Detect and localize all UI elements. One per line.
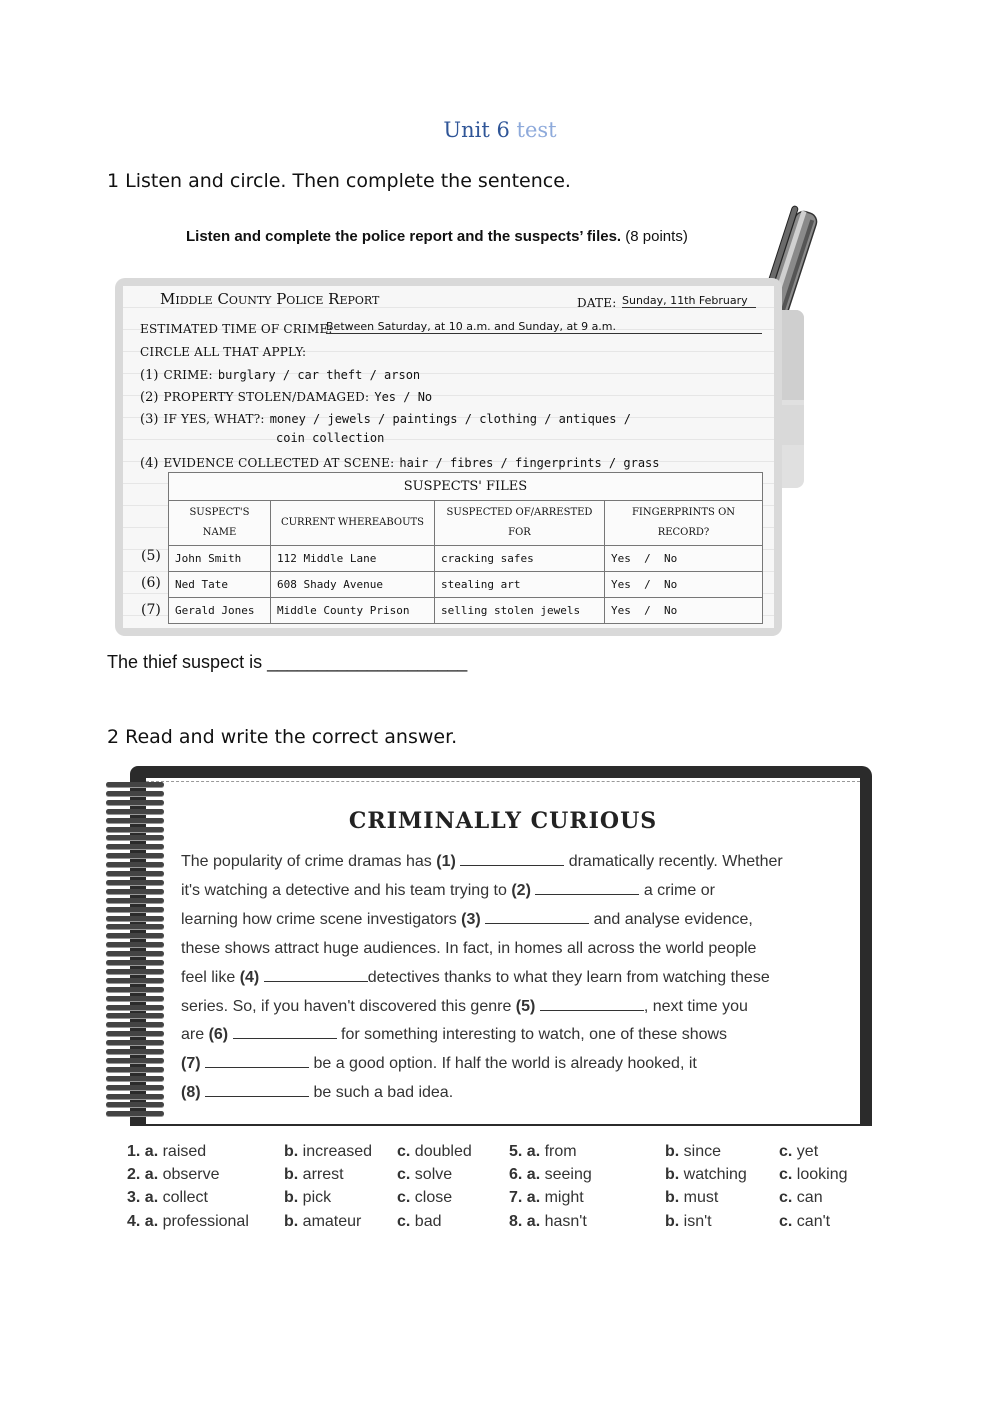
date-label: DATE: xyxy=(577,296,617,310)
spiral-ring xyxy=(106,1102,164,1107)
options-right-b: b. since b. watching b. must b. isn't xyxy=(665,1143,747,1230)
blank-7[interactable] xyxy=(205,1053,309,1068)
suspects-table-header xyxy=(169,501,763,546)
suspects-table xyxy=(168,472,763,624)
spiral-ring xyxy=(106,1076,164,1081)
spiral-ring xyxy=(106,969,164,974)
report-heading: Middle County Police Report xyxy=(160,290,380,308)
spiral-ring xyxy=(106,1031,164,1036)
row-number-5: (5) xyxy=(141,548,161,564)
table-row: Gerald Jones Middle County Prison selling stolen jewels Yes / No xyxy=(169,598,763,624)
report-line-2: (2) PROPERTY STOLEN/DAMAGED: Yes / No xyxy=(140,390,433,405)
spiral-ring xyxy=(106,880,164,885)
header-whereabouts: CURRENT WHEREABOUTS xyxy=(271,501,435,546)
spiral-ring xyxy=(106,933,164,938)
spiral-ring xyxy=(106,960,164,965)
blank-8[interactable] xyxy=(205,1082,309,1097)
report-tabs xyxy=(782,310,804,488)
q1-points: (8 points) xyxy=(625,228,688,245)
blank-1[interactable] xyxy=(460,851,564,866)
option-row-7: 7. a. might xyxy=(509,1189,584,1207)
spiral-ring xyxy=(106,889,164,894)
options-left-c: c. doubled c. solve c. close c. bad xyxy=(397,1143,472,1230)
thief-sentence[interactable]: The thief suspect is ____________________ xyxy=(107,652,468,672)
spiral-ring xyxy=(106,1022,164,1027)
options-left-b: b. increased b. arrest b. pick b. amateur xyxy=(284,1143,373,1230)
spiral-ring xyxy=(106,800,164,805)
spiral-ring xyxy=(106,951,164,956)
spiral-ring xyxy=(106,907,164,912)
spiral-ring xyxy=(106,1058,164,1063)
option-row-6: 6. a. seeing xyxy=(509,1166,592,1184)
header-name: SUSPECT'S NAME xyxy=(169,501,271,546)
spiral-ring xyxy=(106,978,164,983)
spiral-ring xyxy=(106,1005,164,1010)
blank-6[interactable] xyxy=(233,1024,337,1039)
article-text: The popularity of crime dramas has (1) dramatically recently. Whether it's watching a detective and his team trying to (2) a crime or learning how crime scene investigators (3) and analyse evidence, these shows attract huge audiences. In fact, in homes all across the world people feel like (4) detectives thanks to what they learn from watching these series. So, if you haven't discovered this genre (5) , next time you are (6) for something interesting to watch, one of these shows (7) be a good option. If half the world is already hooked, it (8) be such a bad idea. xyxy=(181,853,783,1102)
spiral-ring xyxy=(106,782,164,787)
options-right-c: c. yet c. looking c. can c. can't xyxy=(779,1143,848,1230)
blank-2[interactable] xyxy=(535,880,639,895)
spiral-ring xyxy=(106,996,164,1001)
spiral-ring xyxy=(106,1111,164,1116)
notebook-dashed-line xyxy=(146,781,860,782)
report-line-3: (3) IF YES, WHAT?: money / jewels / paintings / clothing / antiques / xyxy=(140,412,631,427)
spiral-ring xyxy=(106,1049,164,1054)
spiral-ring xyxy=(106,916,164,921)
estimated-time-label: ESTIMATED TIME OF CRIME: xyxy=(140,322,333,336)
spiral-ring xyxy=(106,844,164,849)
spiral-ring xyxy=(106,835,164,840)
spiral-ring xyxy=(106,898,164,903)
report-line-1: (1) CRIME: burglary / car theft / arson xyxy=(140,368,421,383)
page-title xyxy=(0,118,1000,142)
q1-instruction: 1 Listen and circle. Then complete the sentence. xyxy=(107,170,571,192)
spiral-ring xyxy=(106,853,164,858)
table-row: Ned Tate 608 Shady Avenue stealing art Yes / No xyxy=(169,572,763,598)
options-right xyxy=(509,1140,592,1233)
spiral-ring xyxy=(106,924,164,929)
option-row-8: 8. a. hasn't xyxy=(509,1212,587,1230)
q1-sub-bold: Listen and complete the police report and the suspects’ files. xyxy=(186,228,622,245)
spiral-ring xyxy=(106,1094,164,1099)
blank-4[interactable] xyxy=(264,967,368,982)
row-number-7: (7) xyxy=(141,602,161,618)
row-number-6: (6) xyxy=(141,575,161,591)
option-row-4: 4. a. professional xyxy=(127,1212,249,1230)
blank-3[interactable] xyxy=(485,909,589,924)
option-row-3: 3. a. collect xyxy=(127,1189,208,1207)
spiral-ring xyxy=(106,942,164,947)
spiral-ring xyxy=(106,862,164,867)
spiral-ring xyxy=(106,1067,164,1072)
title-unit: Unit 6 xyxy=(443,118,510,142)
header-suspected: SUSPECTED OF/ARRESTED FOR xyxy=(435,501,605,546)
report-line-3-continued: coin collection xyxy=(276,431,385,445)
report-line-4: (4) EVIDENCE COLLECTED AT SCENE: hair / fibres / fingerprints / grass xyxy=(140,456,660,471)
q2-instruction: 2 Read and write the correct answer. xyxy=(107,726,458,748)
suspects-table-title: SUSPECTS' FILES xyxy=(169,473,763,501)
option-row-5: 5. a. from xyxy=(509,1143,577,1160)
spiral-ring xyxy=(106,791,164,796)
article-title: CRIMINALLY CURIOUS xyxy=(348,808,658,834)
option-row-1: 1. a. raised xyxy=(127,1143,207,1160)
options-left xyxy=(127,1140,249,1233)
option-row-2: 2. a. observe xyxy=(127,1166,220,1184)
header-fingerprints: FINGERPRINTS ON RECORD? xyxy=(605,501,763,546)
spiral-ring xyxy=(106,987,164,992)
q1-sub-instruction xyxy=(186,228,688,245)
circle-all-label: CIRCLE ALL THAT APPLY: xyxy=(140,345,307,359)
spiral-ring xyxy=(106,1040,164,1045)
spiral-ring xyxy=(106,871,164,876)
estimated-time-value: Between Saturday, at 10 a.m. and Sunday, at 9 a.m. xyxy=(326,320,762,334)
blank-5[interactable] xyxy=(540,996,644,1011)
spiral-ring xyxy=(106,1085,164,1090)
table-row: John Smith 112 Middle Lane cracking safes Yes / No xyxy=(169,546,763,572)
spiral-ring xyxy=(106,1013,164,1018)
title-test: test xyxy=(516,118,557,142)
date-value: Sunday, 11th February xyxy=(622,294,756,308)
